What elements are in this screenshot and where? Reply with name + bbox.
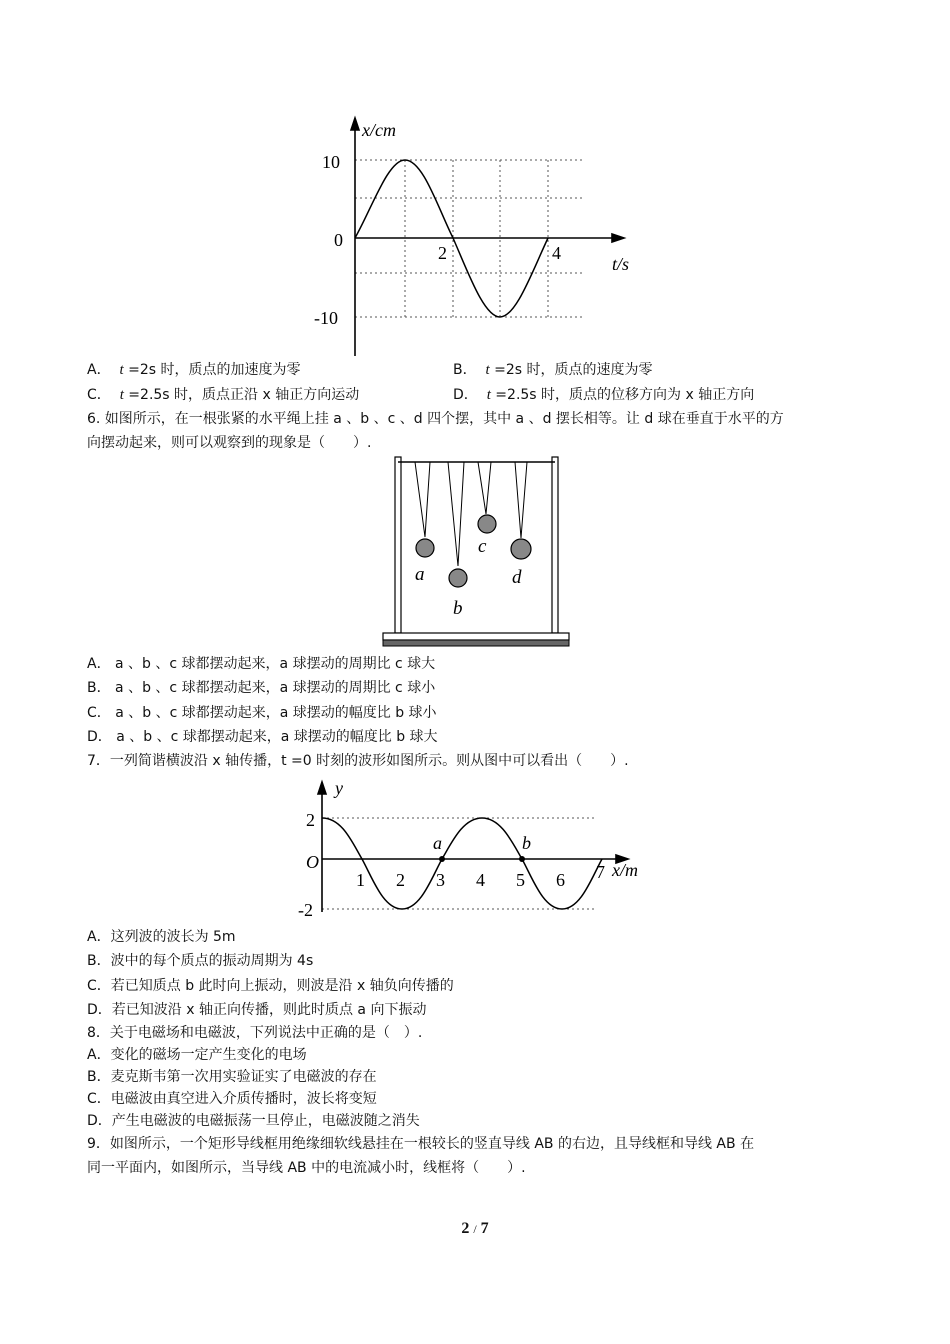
q6-label-d: d (512, 567, 522, 588)
q6-ball-a (416, 539, 434, 557)
q5-tick-2: 2 (438, 243, 447, 263)
q7-wave-graph (292, 772, 662, 922)
q8-option-b: B．麦克斯韦第一次用实验证实了电磁波的存在 (87, 1069, 377, 1085)
q8-option-c: C．电磁波由真空进入介质传播时，波长将变短 (87, 1091, 377, 1107)
q5-axes (351, 118, 624, 356)
q9-stem-line1: 9．如图所示，一个矩形导线框用绝缘细软线悬挂在一根较长的竖直导线 AB 的右边，且导线框和导线 AB 在 (87, 1136, 755, 1152)
q7-axes (318, 782, 628, 912)
q7-label-a: a (433, 833, 442, 853)
q7-point-b (519, 856, 525, 862)
q6-stem-line1: 6. 如图所示，在一根张紧的水平绳上挂 a 、b 、c 、d 四个摆，其中 a 、d 摆长相等。让 d 球在垂直于水平的方 (87, 411, 784, 427)
q5-option-d: D． t =2.5s 时，质点的位移方向为 x 轴正方向 (453, 387, 755, 403)
q7-x-tick-2: 2 (396, 870, 405, 890)
q7-option-a: A．这列波的波长为 5m (87, 929, 236, 945)
q7-x-tick-3: 3 (436, 870, 445, 890)
q5-tick-10: 10 (322, 152, 340, 172)
q6-ball-b (449, 569, 467, 587)
q7-y-tick-minus2: -2 (298, 900, 313, 920)
page-number: 2 / 7 (461, 1220, 489, 1237)
q5-x-axis-label: t/s (612, 254, 630, 274)
q6-label-c: c (478, 536, 487, 557)
q5-option-c: C． t =2.5s 时，质点正沿 x 轴正方向运动 (87, 387, 360, 403)
q5-tick-4: 4 (552, 243, 561, 263)
q7-x-tick-4: 4 (476, 870, 485, 890)
q6-label-b: b (453, 598, 463, 619)
q5-tick-minus10: -10 (314, 308, 338, 328)
q7-x-tick-6: 6 (556, 870, 565, 890)
q7-origin-label: O (306, 852, 319, 872)
q5-y-axis-label: x/cm (362, 120, 396, 140)
q6-ball-c (478, 515, 496, 533)
q7-x-axis-label: x/m (612, 860, 638, 880)
q7-label-b: b (522, 833, 531, 853)
q6-pendulum-figure (378, 452, 573, 652)
q8-stem: 8．关于电磁场和电磁波，下列说法中正确的是（ ）. (87, 1025, 423, 1041)
q7-option-c: C．若已知质点 b 此时向上振动，则波是沿 x 轴负向传播的 (87, 978, 454, 994)
q7-wave-curve (322, 818, 602, 909)
q6-option-d: D． a 、b 、c 球都摆动起来，a 球摆动的幅度比 b 球大 (87, 729, 438, 745)
q7-stem: 7．一列简谐横波沿 x 轴传播，t =0 时刻的波形如图所示。则从图中可以看出（ ）. (87, 753, 629, 769)
q7-x-tick-5: 5 (516, 870, 525, 890)
q5-xt-graph (300, 112, 650, 362)
q9-stem-line2: 同一平面内，如图所示，当导线 AB 中的电流减小时，线框将（ ）. (87, 1160, 526, 1176)
q5-option-b: B． t =2s 时，质点的速度为零 (453, 362, 653, 378)
q8-option-d: D．产生电磁波的电磁振荡一旦停止，电磁波随之消失 (87, 1113, 420, 1129)
q7-x-tick-7: 7 (596, 862, 605, 882)
q7-option-d: D．若已知波沿 x 轴正向传播，则此时质点 a 向下振动 (87, 1002, 427, 1018)
q5-tick-0: 0 (334, 230, 343, 250)
q7-y-tick-2: 2 (306, 810, 315, 830)
q7-y-axis-label: y (335, 778, 343, 798)
q8-option-a: A．变化的磁场一定产生变化的电场 (87, 1047, 307, 1063)
q5-option-a: A． t =2s 时，质点的加速度为零 (87, 362, 301, 378)
q6-ball-d (511, 539, 531, 559)
q7-x-tick-1: 1 (356, 870, 365, 890)
q7-point-a (439, 856, 445, 862)
q6-frame (383, 457, 569, 646)
q6-option-c: C． a 、b 、c 球都摆动起来，a 球摆动的幅度比 b 球小 (87, 705, 437, 721)
q6-option-b: B． a 、b 、c 球都摆动起来，a 球摆动的周期比 c 球小 (87, 680, 436, 696)
q7-option-b: B．波中的每个质点的振动周期为 4s (87, 953, 314, 969)
q6-option-a: A． a 、b 、c 球都摆动起来，a 球摆动的周期比 c 球大 (87, 656, 436, 672)
q6-stem-line2: 向摆动起来，则可以观察到的现象是（ ）. (87, 435, 372, 451)
q6-label-a: a (415, 564, 425, 585)
